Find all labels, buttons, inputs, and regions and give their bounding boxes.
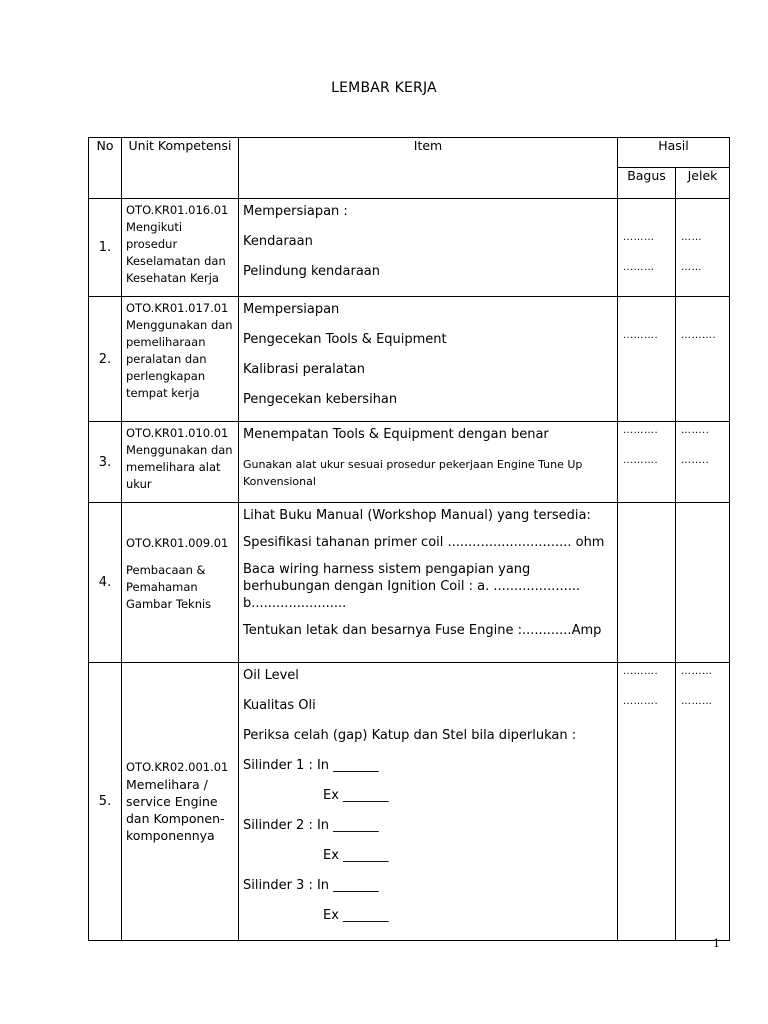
bagus-value: ……… bbox=[623, 232, 655, 243]
item-line: Periksa celah (gap) Katup dan Stel bila diperlukan : bbox=[243, 728, 577, 743]
bagus-value: ………. bbox=[623, 425, 659, 436]
jelek-value: …… bbox=[681, 262, 702, 273]
unit-cell bbox=[122, 663, 239, 941]
bagus-value: ………. bbox=[623, 330, 659, 341]
unit-code: OTO.KR01.017.01 bbox=[126, 301, 229, 315]
jelek-value: …… bbox=[681, 232, 702, 243]
item-line: Baca wiring harness sistem pengapian yang berhubungan dengan Ignition Coil : a. ..................... b....................... bbox=[243, 562, 581, 611]
unit-name: Pembacaan & Pemahaman Gambar Teknis bbox=[126, 563, 212, 611]
jelek-value: ……… bbox=[681, 666, 713, 677]
bagus-value: ………. bbox=[623, 455, 659, 466]
item-line: Menempatan Tools & Equipment dengan benar bbox=[243, 427, 549, 442]
item-cell bbox=[239, 503, 618, 663]
unit-cell bbox=[122, 199, 239, 297]
header-no: No bbox=[89, 138, 122, 199]
bagus-value: ………. bbox=[623, 666, 659, 677]
jelek-cell bbox=[676, 297, 730, 422]
worksheet-table bbox=[88, 137, 730, 941]
item-line: Gunakan alat ukur sesuai prosedur pekerjaan Engine Tune Up Konvensional bbox=[243, 458, 583, 488]
unit-code: OTO.KR01.009.01 bbox=[126, 536, 229, 550]
bagus-value bbox=[623, 199, 672, 229]
jelek-value: …….. bbox=[681, 425, 710, 436]
jelek-cell bbox=[676, 503, 730, 663]
jelek-value: …….. bbox=[681, 455, 710, 466]
row-number: 3. bbox=[89, 422, 122, 503]
item-cell bbox=[239, 422, 618, 503]
item-line: Lihat Buku Manual (Workshop Manual) yang tersedia: bbox=[243, 508, 591, 523]
item-line: Ex _______ bbox=[323, 788, 389, 803]
jelek-cell bbox=[676, 663, 730, 941]
jelek-cell bbox=[676, 422, 730, 503]
page-number: 1 bbox=[713, 937, 720, 950]
item-line: Ex _______ bbox=[323, 908, 389, 923]
table-row bbox=[89, 297, 730, 422]
bagus-cell bbox=[618, 503, 676, 663]
header-unit: Unit Kompetensi bbox=[122, 138, 239, 199]
item-line: Tentukan letak dan besarnya Fuse Engine :............Amp bbox=[243, 623, 602, 638]
item-line: Pengecekan Tools & Equipment bbox=[243, 332, 447, 347]
bagus-cell bbox=[618, 663, 676, 941]
item-line: Kualitas Oli bbox=[243, 698, 316, 713]
unit-name: Menggunakan dan memelihara alat ukur bbox=[126, 443, 233, 491]
bagus-value: ………. bbox=[623, 696, 659, 707]
row-number: 5. bbox=[89, 663, 122, 941]
item-line: Silinder 2 : In _______ bbox=[243, 818, 379, 833]
jelek-value bbox=[681, 297, 726, 327]
table-row bbox=[89, 422, 730, 503]
item-line: Mempersiapan : bbox=[243, 204, 348, 219]
unit-code: OTO.KR01.010.01 bbox=[126, 426, 229, 440]
header-bagus: Bagus bbox=[618, 168, 676, 199]
jelek-value: ………. bbox=[681, 330, 717, 341]
unit-cell bbox=[122, 503, 239, 663]
item-line: Pelindung kendaraan bbox=[243, 264, 380, 279]
unit-name: Menggunakan dan pemeliharaan peralatan dan perlengkapan tempat kerja bbox=[126, 318, 233, 400]
unit-name: Memelihara / service Engine dan Komponen-komponennya bbox=[126, 777, 225, 843]
header-jelek: Jelek bbox=[676, 168, 730, 199]
item-line: Silinder 3 : In _______ bbox=[243, 878, 379, 893]
item-line: Pengecekan kebersihan bbox=[243, 392, 398, 407]
bagus-cell bbox=[618, 422, 676, 503]
item-line: Mempersiapan bbox=[243, 302, 340, 317]
row-number: 1. bbox=[89, 199, 122, 297]
row-number: 4. bbox=[89, 503, 122, 663]
item-cell bbox=[239, 199, 618, 297]
unit-code: OTO.KR02.001.01 bbox=[126, 760, 229, 774]
item-cell bbox=[239, 663, 618, 941]
bagus-cell bbox=[618, 199, 676, 297]
bagus-cell bbox=[618, 297, 676, 422]
unit-name: Mengikuti prosedur Keselamatan dan Kesehatan Kerja bbox=[126, 220, 226, 285]
unit-cell bbox=[122, 422, 239, 503]
page-title: LEMBAR KERJA bbox=[331, 80, 437, 96]
row-number: 2. bbox=[89, 297, 122, 422]
table-row bbox=[89, 199, 730, 297]
bagus-value: ……… bbox=[623, 262, 655, 273]
jelek-value bbox=[681, 199, 726, 229]
item-cell bbox=[239, 297, 618, 422]
bagus-value bbox=[623, 297, 672, 327]
jelek-cell bbox=[676, 199, 730, 297]
unit-cell bbox=[122, 297, 239, 422]
jelek-value: ……… bbox=[681, 696, 713, 707]
item-line: Kendaraan bbox=[243, 234, 313, 249]
header-item: Item bbox=[239, 138, 618, 199]
table-row bbox=[89, 663, 730, 941]
item-line: Oil Level bbox=[243, 668, 299, 683]
header-hasil: Hasil bbox=[618, 138, 730, 168]
unit-code: OTO.KR01.016.01 bbox=[126, 203, 229, 217]
item-line: Spesifikasi tahanan primer coil .............................. ohm bbox=[243, 535, 605, 550]
table-row bbox=[89, 503, 730, 663]
item-line: Kalibrasi peralatan bbox=[243, 362, 366, 377]
item-line: Silinder 1 : In _______ bbox=[243, 758, 379, 773]
item-line: Ex _______ bbox=[323, 848, 389, 863]
